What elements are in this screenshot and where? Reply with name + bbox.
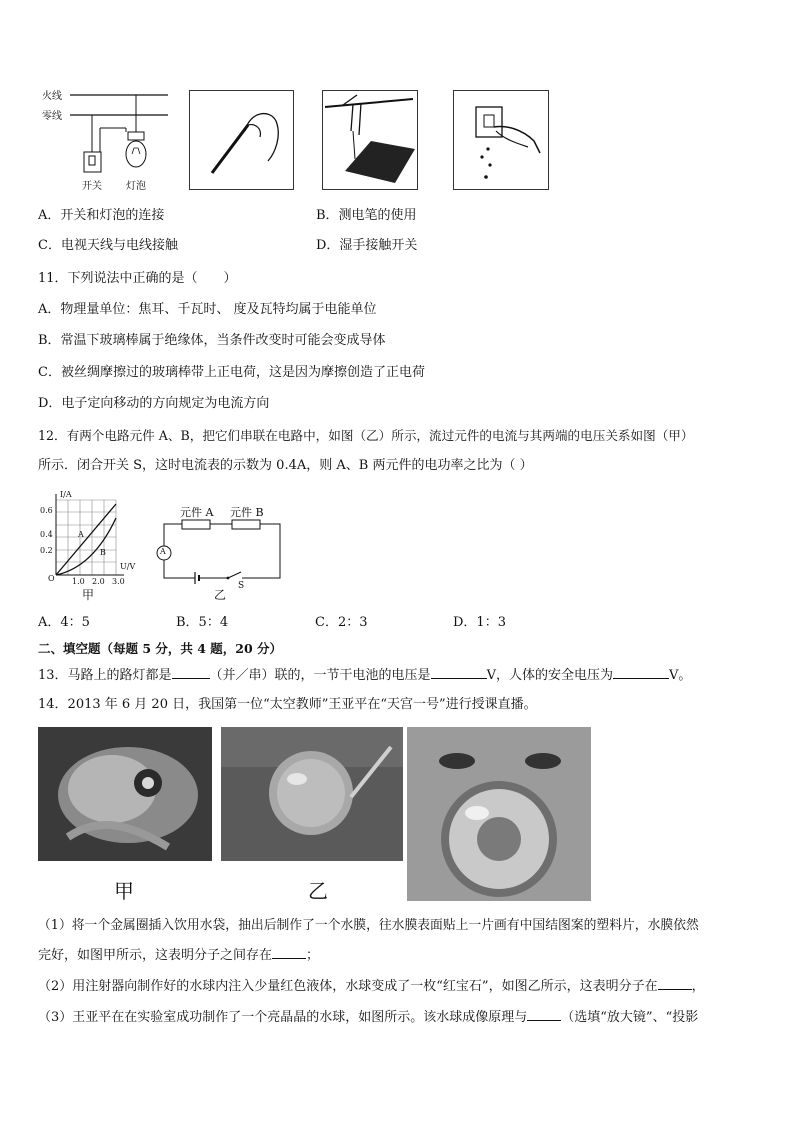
curve-a-label: A xyxy=(78,530,84,539)
q12-option-b: B．5：4 xyxy=(176,615,229,630)
graph-caption: 甲 xyxy=(82,588,95,602)
x-tick-3.0: 3.0 xyxy=(112,577,125,586)
section-title: 二、填空题（每题 5 分，共 4 题，20 分） xyxy=(38,641,283,656)
q11-option-c: C．被丝绸摩擦过的玻璃棒带上正电荷，这是因为摩擦创造了正电荷 xyxy=(38,365,425,380)
switch-s-label: S xyxy=(238,581,245,591)
test-pen-figure xyxy=(189,90,294,190)
bulb-label: 灯泡 xyxy=(126,181,146,192)
iu-graph xyxy=(36,490,148,602)
q11-option-b: B．常温下玻璃棒属于绝缘体，当条件改变时可能会变成导体 xyxy=(38,333,386,348)
q14-s1-line1: （1）将一个金属圈插入饮用水袋，抽出后制作了一个水膜，往水膜表面贴上一片画有中国结图案的塑料片，水膜依然 xyxy=(38,918,699,933)
switch-label: 开关 xyxy=(82,181,102,192)
q14-s2 xyxy=(38,977,705,996)
q14-s3 xyxy=(38,1008,698,1027)
q14-s3-end: （选填“放大镜”、“投影 xyxy=(561,1010,699,1025)
q13-part4: V。 xyxy=(668,668,692,683)
neutral-wire-label: 零线 xyxy=(42,111,62,122)
q12-option-c: C．2：3 xyxy=(315,615,368,630)
y-tick-0.6: 0.6 xyxy=(40,506,53,515)
photo-water-ball-image xyxy=(407,727,591,901)
q12-option-d: D．1：3 xyxy=(453,615,506,630)
circuit-caption: 乙 xyxy=(214,588,227,602)
y-axis-label: I/A xyxy=(60,490,72,499)
q13-part3: V，人体的安全电压为 xyxy=(486,668,613,683)
q13-part2: （并／串）联的，一节干电池的电压是 xyxy=(209,668,431,683)
q11-option-d: D．电子定向移动的方向规定为电流方向 xyxy=(38,396,270,411)
q13-part1: 13．马路上的路灯都是 xyxy=(38,668,172,683)
q13-blank-safe-voltage[interactable] xyxy=(613,666,669,679)
y-tick-0.2: 0.2 xyxy=(40,546,53,555)
q13-text xyxy=(38,666,691,685)
curve-b-line xyxy=(56,518,116,575)
wet-hand-switch-figure xyxy=(453,90,549,190)
q10-option-d: D．湿手接触开关 xyxy=(316,238,418,253)
y-tick-0.4: 0.4 xyxy=(40,530,53,539)
element-b-label: 元件 B xyxy=(230,506,264,519)
curve-b-label: B xyxy=(100,548,106,557)
photo-water-ball-red xyxy=(221,727,403,861)
q14-s1-text: 完好，如图甲所示，这表明分子之间存在 xyxy=(38,948,273,963)
q13-blank-connection[interactable] xyxy=(172,666,210,679)
photo-caption-yi: 乙 xyxy=(308,879,328,903)
curve-a-line xyxy=(56,504,116,575)
series-circuit xyxy=(152,502,287,602)
q14-blank-motion[interactable] xyxy=(658,977,692,990)
antenna-figure xyxy=(322,90,418,190)
q14-blank-force[interactable] xyxy=(272,946,306,959)
x-axis-label: U/V xyxy=(120,562,136,571)
q14-s1-end: ； xyxy=(306,948,320,963)
q14-s2-end: ， xyxy=(691,979,705,994)
x-tick-1.0: 1.0 xyxy=(72,577,85,586)
ammeter-label: A xyxy=(160,547,166,556)
photo-caption-jia: 甲 xyxy=(114,879,134,903)
q14-stem: 14．2013 年 6 月 20 日，我国第一位“太空教师”王亚平在“天宫一号”进行授课直播。 xyxy=(38,697,537,712)
live-wire-label: 火线 xyxy=(42,91,62,102)
element-a-label: 元件 A xyxy=(180,506,214,519)
q10-option-a: A．开关和灯泡的连接 xyxy=(38,208,165,223)
q14-s2-text: （2）用注射器向制作好的水球内注入少量红色液体，水球变成了一枚“红宝石”，如图乙所示，这表明分子在 xyxy=(38,979,658,994)
x-tick-2.0: 2.0 xyxy=(92,577,105,586)
q12-stem-line1: 12．有两个电路元件 A、B，把它们串联在电路中，如图（乙）所示，流过元件的电流与其两端的电压关系如图（甲） xyxy=(38,428,694,443)
q14-blank-principle[interactable] xyxy=(527,1008,561,1021)
q11-option-a: A．物理量单位：焦耳、千瓦时、 度及瓦特均属于电能单位 xyxy=(38,302,377,317)
photo-water-film xyxy=(38,727,212,861)
q11-stem: 11．下列说法中正确的是（ ） xyxy=(38,271,237,286)
q10-option-b: B．测电笔的使用 xyxy=(316,208,417,223)
q12-stem-line2: 所示．闭合开关 S，这时电流表的示数为 0.4A，则 A、B 两元件的电功率之比为（ ） xyxy=(38,458,533,473)
q13-blank-battery-voltage[interactable] xyxy=(431,666,487,679)
q10-option-c: C．电视天线与电线接触 xyxy=(38,238,178,253)
q14-s1-line2 xyxy=(38,946,319,965)
circuit-figure xyxy=(40,84,170,194)
origin-label: O xyxy=(48,574,55,583)
q12-option-a: A．4：5 xyxy=(38,615,90,630)
q14-s3-text: （3）王亚平在在实验室成功制作了一个亮晶晶的水球，如图所示。该水球成像原理与 xyxy=(38,1010,528,1025)
